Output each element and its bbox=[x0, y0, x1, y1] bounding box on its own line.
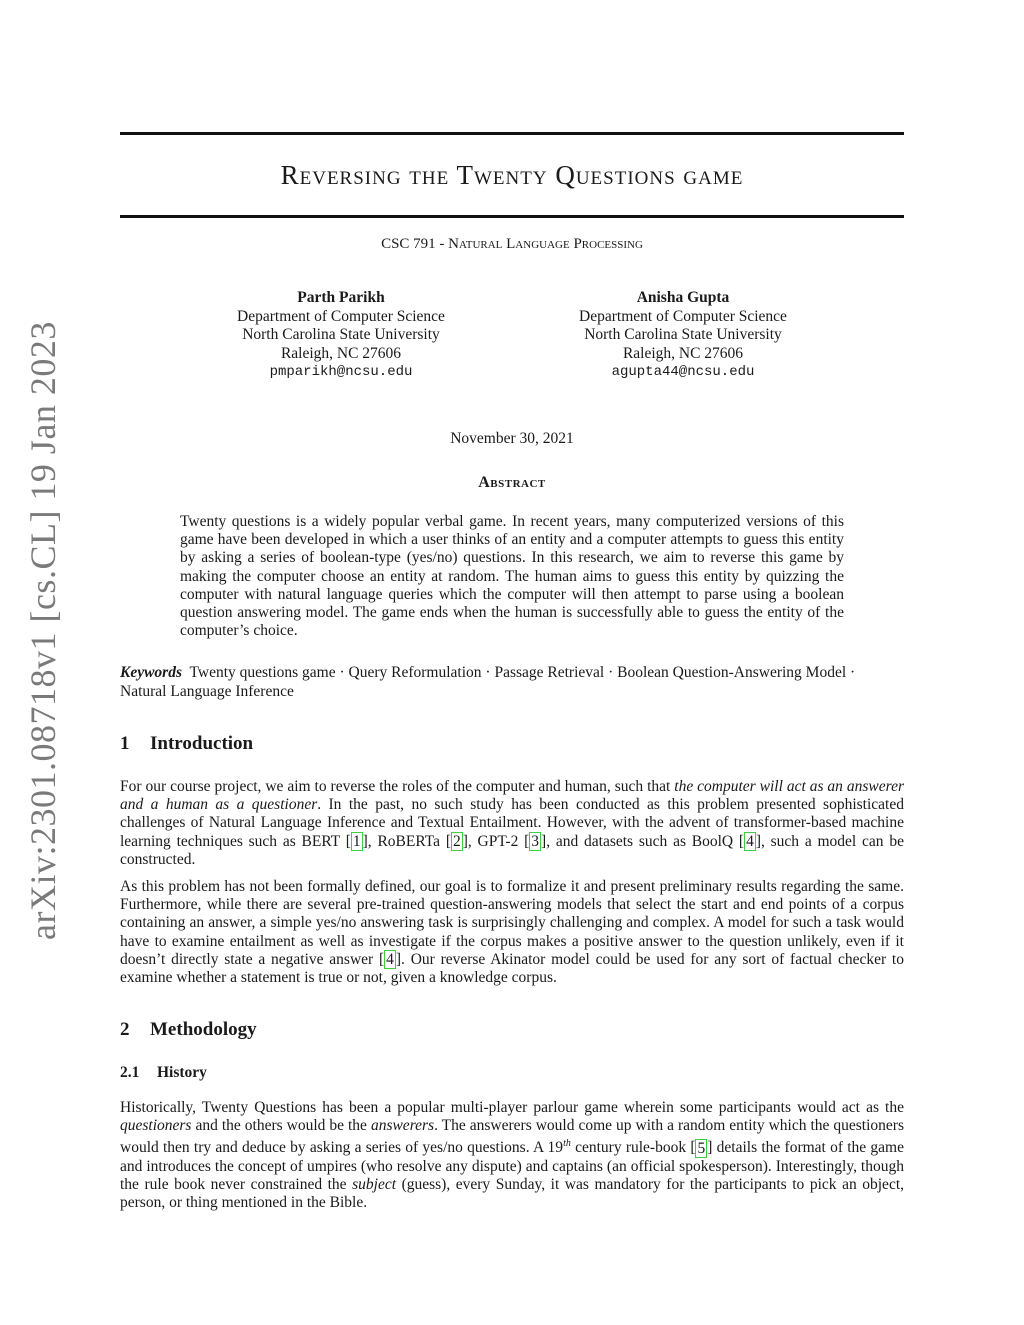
author-city: Raleigh, NC 27606 bbox=[280, 344, 402, 362]
subsection-number: 2.1 bbox=[120, 1064, 140, 1081]
history-paragraph: Historically, Twenty Questions has been a popular multi-player parlour game wherein some participants would act as the questioners and the others would be the answerers. The answerers would come up with a random entity which the questioners would then try and deduce by asking a series of yes/no questions. A 19th century rule-book [ 5 ] details the format of the game and introduces the concept of umpires (who resolve any dispute) and captains (an official spokesperson). Interestingly, though the rule book never constrained the subject (guess), every Sunday, it was mandatory for the participants to pick an object, person, or thing mentioned in the Bible. bbox=[120, 1099, 904, 1212]
author-email[interactable]: pmparikh@ncsu.edu bbox=[269, 364, 413, 380]
author-email[interactable]: agupta44@ncsu.edu bbox=[611, 364, 755, 380]
abstract-heading: Abstract bbox=[478, 474, 546, 491]
subsection-title: History bbox=[157, 1064, 207, 1081]
title-rule-top bbox=[120, 132, 904, 135]
citation-link[interactable]: 4 bbox=[746, 832, 754, 850]
section-heading-methodology bbox=[120, 1019, 257, 1041]
author-name: Anisha Gupta bbox=[636, 289, 730, 306]
citation-link[interactable]: 2 bbox=[452, 832, 461, 850]
citation-link[interactable]: 4 bbox=[386, 950, 394, 968]
author-block-1 bbox=[191, 289, 491, 382]
subsection-heading-history bbox=[120, 1064, 207, 1082]
author-univ: North Carolina State University bbox=[242, 326, 440, 343]
course-subtitle: CSC 791 - Natural Language Processing bbox=[381, 236, 643, 252]
citation-link[interactable]: 1 bbox=[352, 832, 361, 850]
intro-paragraph-1: For our course project, we aim to reverse the roles of the computer and human, such that the computer will act as an answerer and a human as a questioner. In the past, no such study has been conducted as this problem presented sophisticated challenges of Natural Language Inference and Textual Entailment. However, with the advent of transformer-based machine learning techniques such as BERT [ 1 ], RoBERTa [ 2 ], GPT-2 [ 3 ], and datasets such as BoolQ [ 4 ], such a model can be constructed. bbox=[120, 778, 904, 868]
author-city: Raleigh, NC 27606 bbox=[622, 344, 744, 362]
abstract-text: Twenty questions is a widely popular verbal game. In recent years, many computerized versions of this game have been developed in which a user thinks of an entity and a computer attempts to guess this entity by asking a series of boolean-type (yes/no) questions. In this research, we aim to reverse this game by making the computer choose an entity at random. The human aims to guess this entity by quizzing the computer with natural language queries which the computer will then attempt to parse using a boolean question answering model. The game ends when the human is successfully able to guess the entity of the computer’s choice. bbox=[180, 513, 844, 640]
section-title: Introduction bbox=[150, 733, 254, 754]
intro-paragraph-2: As this problem has not been formally defined, our goal is to formalize it and present preliminary results regarding the same. Furthermore, while there are several pre-trained question-answering models that select the start and end points of a corpus containing an answer, a simple yes/no answering task is surprisingly challenging and complex. A model for such a task would have to examine entailment as well as investigate if the corpus makes a positive answer to the question unlikely, even if it doesn’t directly state a negative answer [ 4 ]. Our reverse Akinator model could be used for any sort of factual checker to examine whether a statement is true or not, given a knowledge corpus. bbox=[120, 878, 904, 987]
citation-link[interactable]: 5 bbox=[697, 1139, 706, 1157]
citation-link[interactable]: 3 bbox=[531, 832, 540, 850]
keywords-list: Twenty questions game · Query Reformulation · Passage Retrieval · Boolean Question-Answering Model · Natural Language Inference bbox=[120, 664, 856, 700]
author-name: Parth Parikh bbox=[297, 289, 385, 306]
section-number: 1 bbox=[120, 733, 130, 754]
section-heading-introduction bbox=[120, 733, 253, 755]
arxiv-stamp: arXiv:2301.08718v1 [cs.CL] 19 Jan 2023 bbox=[23, 321, 63, 940]
keywords-label: Keywords bbox=[120, 664, 182, 681]
paper-title: Reversing the Twenty Questions game bbox=[280, 160, 744, 190]
section-title: Methodology bbox=[150, 1019, 257, 1040]
paper-date: November 30, 2021 bbox=[450, 430, 574, 447]
section-number: 2 bbox=[120, 1019, 130, 1040]
author-dept: Department of Computer Science bbox=[579, 307, 787, 325]
author-univ: North Carolina State University bbox=[584, 326, 782, 343]
title-rule-bottom bbox=[120, 215, 904, 218]
author-block-2 bbox=[533, 289, 833, 382]
author-dept: Department of Computer Science bbox=[237, 307, 445, 325]
keywords bbox=[120, 664, 904, 701]
